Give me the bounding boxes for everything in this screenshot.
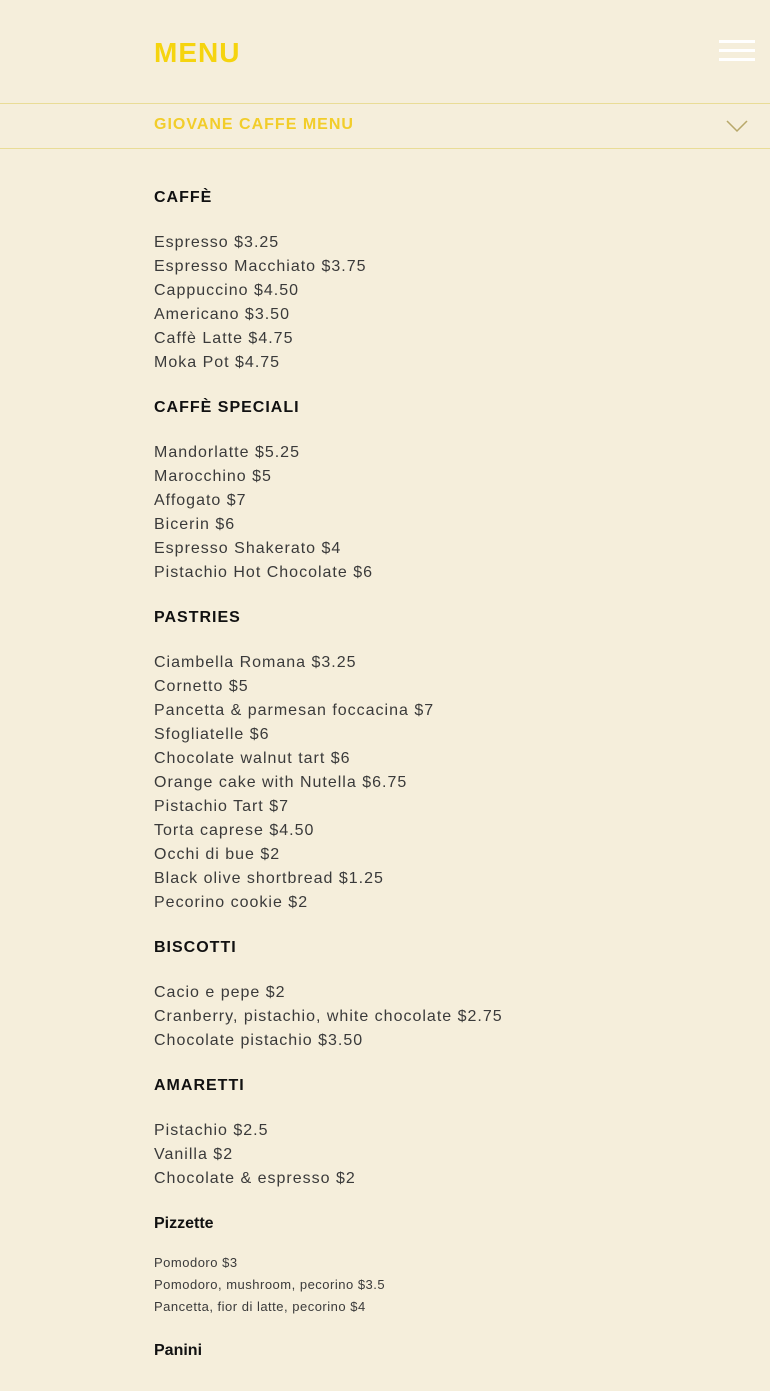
menu-item: Black olive shortbread $1.25	[154, 870, 384, 887]
menu-item-list	[154, 1119, 734, 1191]
menu-item: Pomodoro, mushroom, pecorino $3.5	[154, 1277, 386, 1292]
menu-item: Affogato $7	[154, 492, 247, 509]
menu-section	[154, 604, 734, 915]
section-title: PASTRIES	[154, 609, 241, 626]
menu-item-list	[154, 981, 734, 1053]
menu-item: Americano $3.50	[154, 306, 290, 323]
menu-item: Cacio e pepe $2	[154, 984, 286, 1001]
chevron-down-icon[interactable]	[726, 120, 748, 133]
section-title: Panini	[154, 1342, 203, 1359]
menu-item-list	[154, 1252, 734, 1318]
menu-item: Pomodoro $3	[154, 1255, 238, 1270]
hamburger-bar	[719, 58, 755, 61]
menu-item: Chocolate walnut tart $6	[154, 750, 351, 767]
site-header	[0, 0, 770, 104]
menu-item: Orange cake with Nutella $6.75	[154, 774, 408, 791]
hamburger-icon[interactable]	[719, 40, 755, 64]
menu-section	[154, 1210, 734, 1318]
menu-section	[154, 1072, 734, 1191]
section-title: CAFFÈ	[154, 189, 213, 206]
menu-selector-label: GIOVANE CAFFE MENU	[154, 116, 354, 133]
menu-content	[154, 184, 734, 1379]
menu-item: Pecorino cookie $2	[154, 894, 309, 911]
menu-item: Torta caprese $4.50	[154, 822, 315, 839]
section-title: BISCOTTI	[154, 939, 237, 956]
menu-item: Occhi di bue $2	[154, 846, 281, 863]
menu-item: Espresso $3.25	[154, 234, 280, 251]
menu-item: Mandorlatte $5.25	[154, 444, 300, 461]
menu-item: Vanilla $2	[154, 1146, 234, 1163]
menu-section	[154, 1337, 734, 1365]
menu-item: Cranberry, pistachio, white chocolate $2.75	[154, 1008, 503, 1025]
menu-item-list	[154, 441, 734, 585]
section-title: CAFFÈ SPECIALI	[154, 399, 300, 416]
menu-item: Pistachio $2.5	[154, 1122, 269, 1139]
section-title: Pizzette	[154, 1215, 214, 1232]
menu-section	[154, 394, 734, 585]
menu-item-list	[154, 651, 734, 915]
menu-item: Pistachio Tart $7	[154, 798, 289, 815]
menu-item: Marocchino $5	[154, 468, 272, 485]
menu-item: Pancetta, fior di latte, pecorino $4	[154, 1299, 366, 1314]
menu-selector-dropdown[interactable]	[0, 104, 770, 149]
menu-item: Moka Pot $4.75	[154, 354, 281, 371]
menu-item: Pancetta & parmesan foccacina $7	[154, 702, 435, 719]
menu-item-list	[154, 231, 734, 375]
menu-item: Ciambella Romana $3.25	[154, 654, 357, 671]
menu-item: Sfogliatelle $6	[154, 726, 270, 743]
menu-item: Bicerin $6	[154, 516, 236, 533]
section-title: AMARETTI	[154, 1077, 245, 1094]
menu-section	[154, 934, 734, 1053]
menu-section	[154, 184, 734, 375]
menu-item: Chocolate & espresso $2	[154, 1170, 356, 1187]
menu-item: Cappuccino $4.50	[154, 282, 299, 299]
menu-item: Cornetto $5	[154, 678, 249, 695]
page-title: MENU	[154, 37, 241, 68]
menu-item: Chocolate pistachio $3.50	[154, 1032, 364, 1049]
hamburger-bar	[719, 40, 755, 43]
menu-item: Caffè Latte $4.75	[154, 330, 294, 347]
menu-item: Espresso Macchiato $3.75	[154, 258, 367, 275]
hamburger-bar	[719, 49, 755, 52]
menu-item: Pistachio Hot Chocolate $6	[154, 564, 373, 581]
menu-item: Espresso Shakerato $4	[154, 540, 342, 557]
